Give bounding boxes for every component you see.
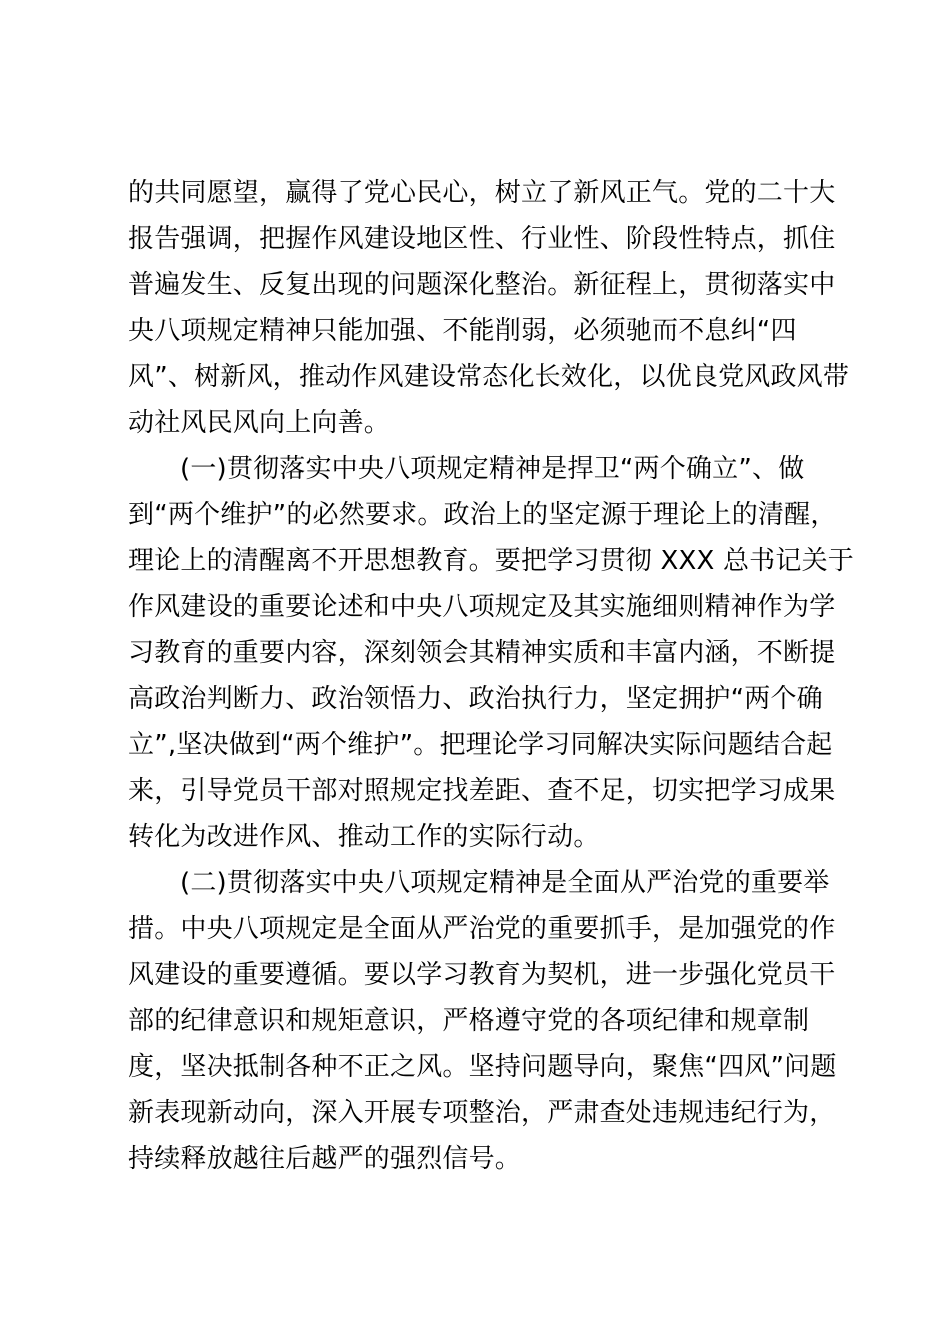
text-line: 作风建设的重要论述和中央八项规定及其实施细则精神作为学 — [128, 592, 836, 622]
paragraph-section-one — [128, 446, 854, 860]
text-line: 习教育的重要内容，深刻领会其精神实质和丰富内涵，不断提 — [128, 638, 836, 668]
text-line: 理论上的清醒离不开思想教育。要把学习贯彻 XXX 总书记关于 — [128, 546, 854, 576]
text-line: 部的纪律意识和规矩意识，严格遵守党的各项纪律和规章制 — [128, 1006, 810, 1036]
text-line: 来，引导党员干部对照规定找差距、查不足，切实把学习成果 — [128, 776, 836, 806]
text-line: 度，坚决抵制各种不正之风。坚持问题导向，聚焦“四风”问题 — [128, 1052, 837, 1082]
text-line: 报告强调，把握作风建设地区性、行业性、阶段性特点，抓住 — [128, 224, 836, 254]
text-line: 高政治判断力、政治领悟力、政治执行力，坚定拥护“两个确 — [128, 684, 823, 714]
text-line: 动社风民风向上向善。 — [128, 408, 391, 438]
text-line: 新表现新动向，深入开展专项整治，严肃查处违规违纪行为， — [128, 1098, 836, 1128]
text-line: 央八项规定精神只能加强、不能削弱，必须驰而不息纠“四 — [128, 316, 797, 346]
text-line: 转化为改进作风、推动工作的实际行动。 — [128, 822, 600, 852]
document-body — [128, 170, 854, 1182]
paragraph-section-two — [128, 860, 838, 1182]
section-heading-line: (一)贯彻落实中央八项规定精神是捍卫“两个确立”、做 — [180, 454, 805, 484]
text-line: 普遍发生、反复出现的问题深化整治。新征程上，贯彻落实中 — [128, 270, 836, 300]
text-line: 风建设的重要遵循。要以学习教育为契机，进一步强化党员干 — [128, 960, 836, 990]
text-line: 的共同愿望，赢得了党心民心，树立了新风正气。党的二十大 — [128, 178, 836, 208]
text-line: 持续释放越往后越严的强烈信号。 — [128, 1144, 522, 1174]
text-line: 措。中央八项规定是全面从严治党的重要抓手，是加强党的作 — [128, 914, 836, 944]
paragraph-intro-continuation — [128, 170, 850, 446]
section-heading-line: (二)贯彻落实中央八项规定精神是全面从严治党的重要举 — [180, 868, 830, 898]
text-line: 立”,坚决做到“两个维护”。把理论学习同解决实际问题结合起 — [128, 730, 833, 760]
text-line: 到“两个维护”的必然要求。政治上的坚定源于理论上的清醒， — [128, 500, 837, 530]
text-line: 风”、树新风，推动作风建设常态化长效化，以优良党风政风带 — [128, 362, 850, 392]
